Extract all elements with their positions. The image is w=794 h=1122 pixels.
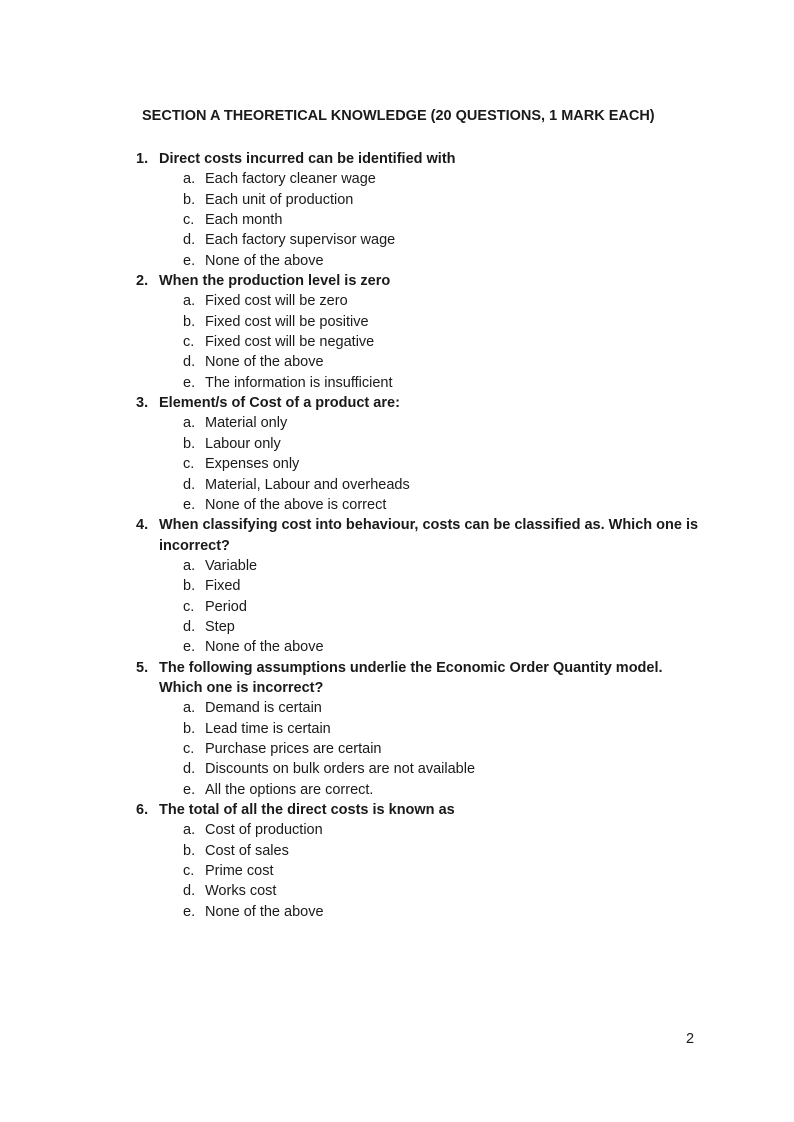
option-text: Discounts on bulk orders are not available [205, 761, 476, 778]
option-text: Prime cost [205, 863, 274, 880]
option-text: Lead time is certain [205, 720, 331, 737]
question-number: 3. [136, 395, 149, 412]
option-text: Fixed cost will be zero [205, 293, 348, 310]
option-letter: a. [183, 171, 196, 188]
option-letter: a. [183, 700, 196, 717]
option-letter: b. [183, 313, 196, 330]
option-letter: c. [183, 212, 195, 229]
question-4 [136, 515, 706, 657]
option-letter: e. [183, 781, 196, 798]
option-letter: c. [183, 863, 195, 880]
answer-option [159, 617, 706, 637]
answer-option [159, 475, 706, 495]
option-text: Fixed [205, 578, 241, 595]
option-letter: b. [183, 578, 196, 595]
option-text: Each factory supervisor wage [205, 232, 396, 249]
option-text: None of the above [205, 354, 324, 371]
answer-option [159, 332, 706, 352]
option-letter: d. [183, 354, 196, 371]
question-5 [136, 658, 706, 800]
option-text: Works cost [205, 883, 277, 900]
option-letter: a. [183, 293, 196, 310]
question-6 [136, 800, 706, 922]
page-number: 2 [686, 1031, 695, 1047]
question-text: When classifying cost into behaviour, costs can be classified as. Which one is incorrect? [159, 517, 699, 554]
option-text: Period [205, 598, 247, 615]
option-text: None of the above [205, 252, 324, 269]
option-text: Step [205, 618, 235, 635]
answer-option [159, 820, 706, 840]
answer-option [159, 698, 706, 718]
option-text: Each month [205, 212, 283, 229]
answer-option [159, 251, 706, 271]
option-text: Fixed cost will be positive [205, 313, 369, 330]
answer-option [159, 495, 706, 515]
option-letter: e. [183, 496, 196, 513]
answer-option [159, 780, 706, 800]
question-text: Direct costs incurred can be identified with [159, 151, 456, 167]
option-letter: e. [183, 903, 196, 920]
option-text: Purchase prices are certain [205, 740, 382, 757]
question-number: 6. [136, 802, 149, 818]
answer-option [159, 352, 706, 372]
question-text: The following assumptions underlie the Economic Order Quantity model. Which one is incorrect? [159, 659, 663, 696]
option-letter: c. [183, 740, 195, 757]
option-letter: d. [183, 232, 196, 249]
question-number: 4. [136, 517, 149, 534]
answer-option [159, 190, 706, 210]
question-1 [136, 149, 706, 271]
option-letter: d. [183, 883, 196, 900]
option-letter: d. [183, 618, 196, 635]
option-text: None of the above [205, 903, 324, 920]
option-text: Cost of sales [205, 842, 289, 859]
answer-option [159, 637, 706, 657]
answer-option [159, 291, 706, 311]
answer-option [159, 434, 706, 454]
answer-option [159, 719, 706, 739]
option-letter: a. [183, 557, 196, 574]
option-letter: c. [183, 334, 195, 351]
answer-option [159, 210, 706, 230]
answer-option [159, 373, 706, 393]
option-letter: b. [183, 842, 196, 859]
option-text: None of the above is correct [205, 496, 387, 513]
answer-option [159, 739, 706, 759]
answer-option [159, 230, 706, 250]
question-2 [136, 271, 706, 393]
answer-option [159, 902, 706, 922]
option-text: Expenses only [205, 456, 300, 473]
section-heading: SECTION A THEORETICAL KNOWLEDGE (20 QUESTIONS, 1 MARK EACH) [142, 108, 655, 124]
option-letter: e. [183, 639, 196, 656]
answer-option [159, 576, 706, 596]
answer-option [159, 413, 706, 433]
option-text: The information is insufficient [205, 374, 393, 391]
option-text: Demand is certain [205, 700, 322, 717]
option-letter: d. [183, 476, 196, 493]
option-text: Each unit of production [205, 191, 354, 208]
option-letter: e. [183, 374, 196, 391]
option-text: Material only [205, 415, 288, 432]
answer-option [159, 861, 706, 881]
option-text: Each factory cleaner wage [205, 171, 376, 188]
question-3 [136, 393, 706, 515]
answer-option [159, 597, 706, 617]
answer-option [159, 841, 706, 861]
question-list [136, 149, 706, 922]
answer-option [159, 454, 706, 474]
option-letter: b. [183, 720, 196, 737]
option-text: None of the above [205, 639, 324, 656]
answer-option [159, 759, 706, 779]
answer-option [159, 881, 706, 901]
option-letter: b. [183, 435, 196, 452]
option-letter: b. [183, 191, 196, 208]
answer-option [159, 312, 706, 332]
answer-option [159, 556, 706, 576]
option-text: Cost of production [205, 822, 323, 839]
option-letter: c. [183, 456, 195, 473]
option-text: Fixed cost will be negative [205, 334, 375, 351]
option-letter: d. [183, 761, 196, 778]
option-letter: e. [183, 252, 196, 269]
question-text: Element/s of Cost of a product are: [159, 395, 400, 412]
option-letter: a. [183, 415, 196, 432]
option-letter: a. [183, 822, 196, 839]
option-letter: c. [183, 598, 195, 615]
question-number: 1. [136, 151, 149, 167]
question-number: 2. [136, 273, 149, 290]
question-text: The total of all the direct costs is known as [159, 802, 455, 818]
option-text: All the options are correct. [205, 781, 374, 798]
question-text: When the production level is zero [159, 273, 391, 290]
answer-option [159, 169, 706, 189]
option-text: Labour only [205, 435, 281, 452]
option-text: Material, Labour and overheads [205, 476, 410, 493]
option-text: Variable [205, 557, 258, 574]
question-number: 5. [136, 659, 149, 676]
